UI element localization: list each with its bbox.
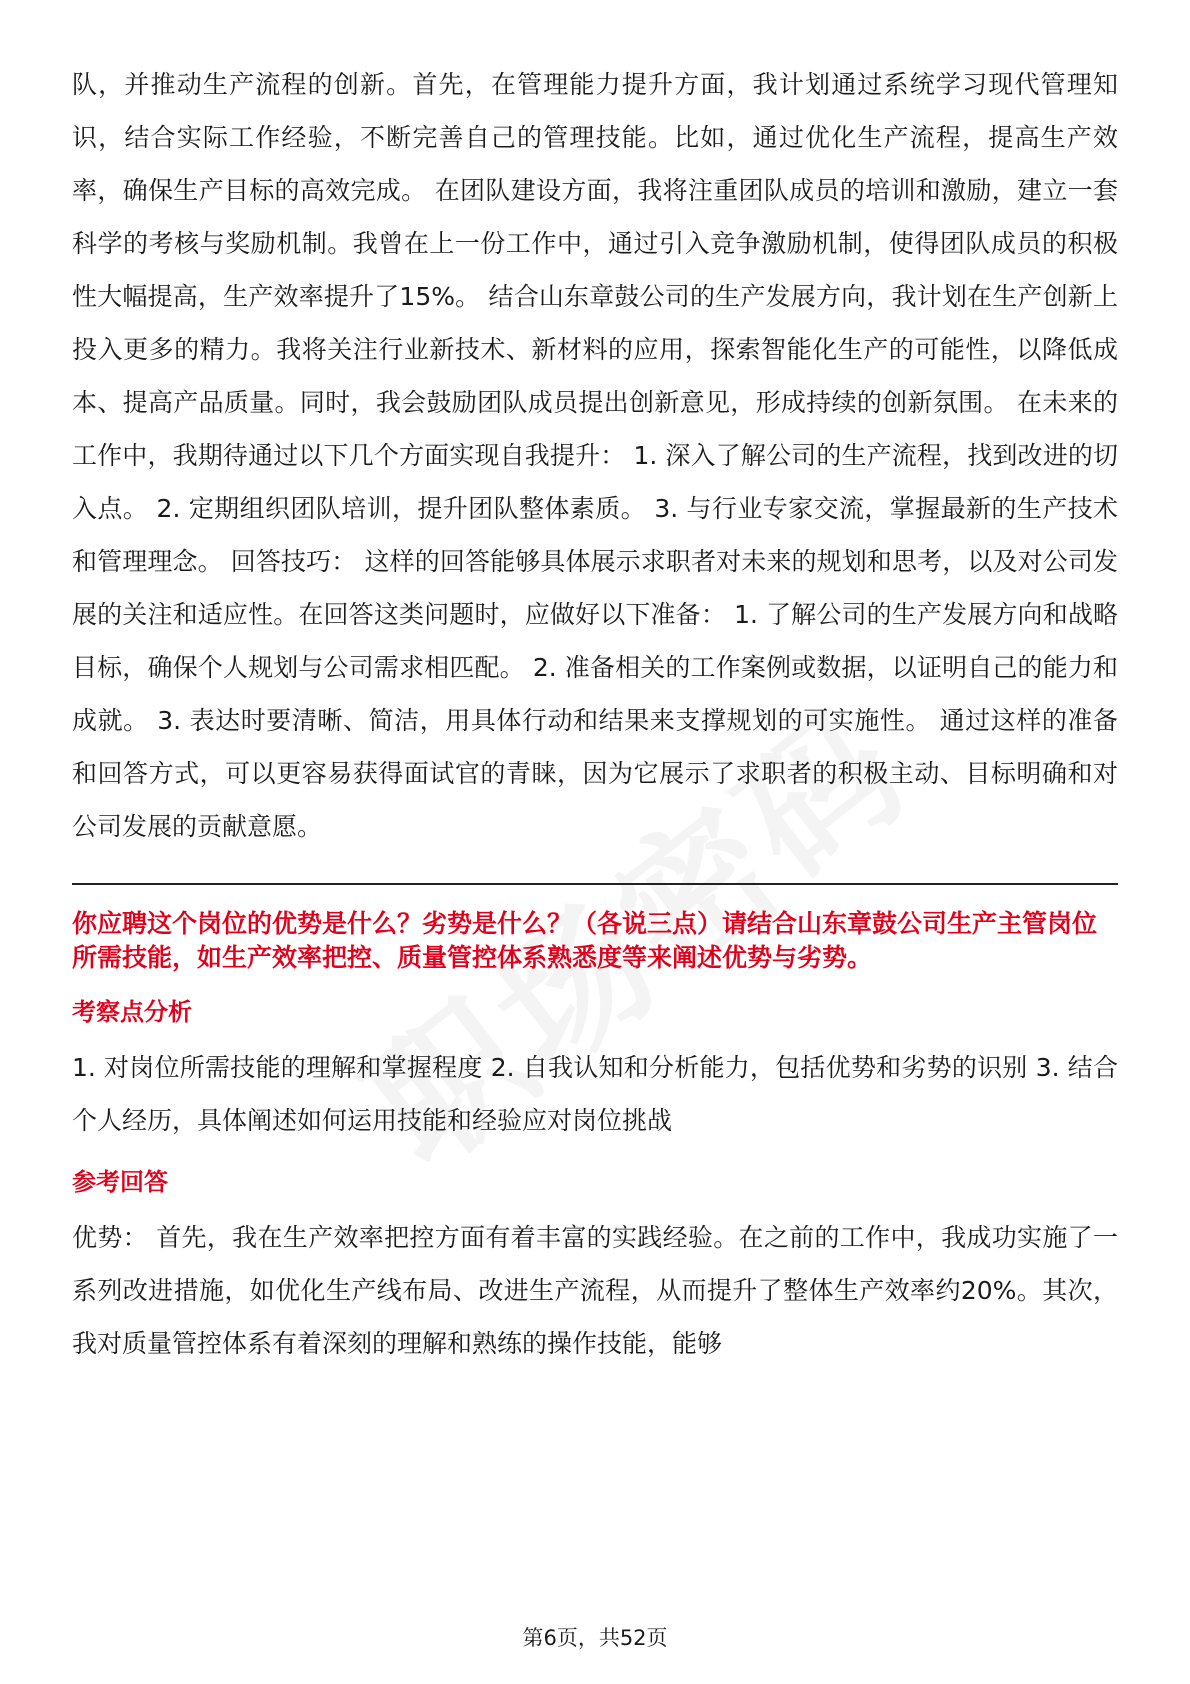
question-heading: 你应聘这个岗位的优势是什么？劣势是什么？（各说三点）请结合山东章鼓公司生产主管岗位所需技能，如生产效率把控、质量管控体系熟悉度等来阐述优势与劣势。 xyxy=(72,909,1098,972)
analysis-heading: 考察点分析 xyxy=(72,998,192,1026)
page-footer: 第6页，共52页 xyxy=(522,1626,668,1650)
document-page xyxy=(72,58,1118,1370)
continuation-paragraph: 队，并推动生产流程的创新。首先，在管理能力提升方面，我计划通过系统学习现代管理知识，结合实际工作经验，不断完善自己的管理技能。比如，通过优化生产流程，提高生产效率，确保生产目标的高效完成。 在团队建设方面，我将注重团队成员的培训和激励，建立一套科学的考核与奖励机制。我曾在上一份工作中，通过引入竞争激励机制，使得团队成员的积极性大幅提高，生产效率提升了15%。 结合山东章鼓公司的生产发展方向，我计划在生产创新上投入更多的精力。我将关注行业新技术、新材料的应用，探索智能化生产的可能性，以降低成本、提高产品质量。同时，我会鼓励团队成员提出创新意见，形成持续的创新氛围。 在未来的工作中，我期待通过以下几个方面实现自我提升： 1. 深入了解公司的生产流程，找到改进的切入点。 2. 定期组织团队培训，提升团队整体素质。 3. 与行业专家交流，掌握最新的生产技术和管理理念。 回答技巧： 这样的回答能够具体展示求职者对未来的规划和思考，以及对公司发展的关注和适应性。在回答这类问题时，应做好以下准备： 1. 了解公司的生产发展方向和战略目标，确保个人规划与公司需求相匹配。 2. 准备相关的工作案例或数据，以证明自己的能力和成就。 3. 表达时要清晰、简洁，用具体行动和结果来支撑规划的可实施性。 通过这样的准备和回答方式，可以更容易获得面试官的青睐，因为它展示了求职者的积极主动、目标明确和对公司发展的贡献意愿。 xyxy=(72,70,1118,841)
section-divider xyxy=(72,883,1118,885)
reference-heading: 参考回答 xyxy=(72,1168,168,1196)
reference-text: 优势： 首先，我在生产效率把控方面有着丰富的实践经验。在之前的工作中，我成功实施了一系列改进措施，如优化生产线布局、改进生产流程，从而提升了整体生产效率约20%。其次，我对质量管控体系有着深刻的理解和熟练的操作技能，能够 xyxy=(72,1223,1118,1358)
analysis-text: 1. 对岗位所需技能的理解和掌握程度 2. 自我认知和分析能力，包括优势和劣势的识别 3. 结合个人经历，具体阐述如何运用技能和经验应对岗位挑战 xyxy=(72,1053,1118,1135)
